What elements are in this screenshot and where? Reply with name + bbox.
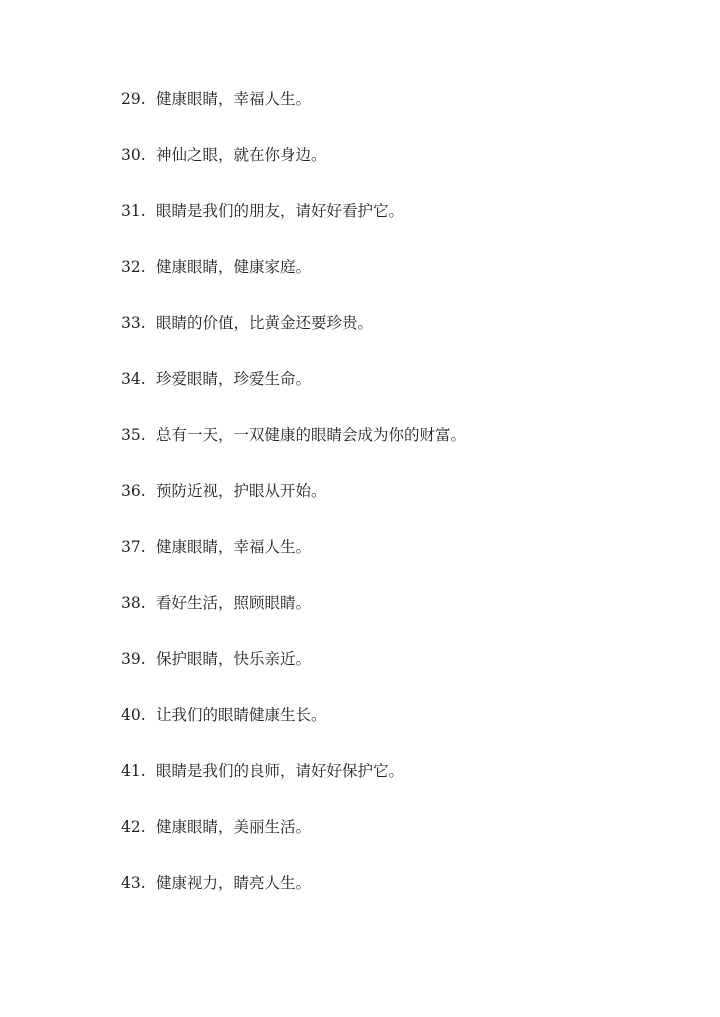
item-text: 珍爱眼睛，珍爱生命。 <box>156 370 312 388</box>
list-item <box>121 142 466 198</box>
list-item <box>121 534 466 590</box>
list-item <box>121 310 466 366</box>
item-number: 38. <box>121 594 146 612</box>
item-number: 29. <box>121 90 146 108</box>
item-text: 总有一天，一双健康的眼睛会成为你的财富。 <box>156 426 467 444</box>
list-item <box>121 758 466 814</box>
item-number: 39. <box>121 650 146 668</box>
slogan-list <box>121 86 466 926</box>
item-text: 健康眼睛，美丽生活。 <box>156 818 312 836</box>
item-text: 健康眼睛，幸福人生。 <box>156 90 312 108</box>
list-item <box>121 198 466 254</box>
list-item <box>121 254 466 310</box>
item-number: 37. <box>121 538 146 556</box>
list-item <box>121 870 466 926</box>
item-text: 健康眼睛，幸福人生。 <box>156 538 312 556</box>
list-item <box>121 702 466 758</box>
item-text: 预防近视，护眼从开始。 <box>156 482 327 500</box>
item-number: 35. <box>121 426 146 444</box>
list-item <box>121 366 466 422</box>
item-text: 让我们的眼睛健康生长。 <box>156 706 327 724</box>
item-number: 32. <box>121 258 146 276</box>
item-number: 42. <box>121 818 146 836</box>
list-item <box>121 422 466 478</box>
list-item <box>121 814 466 870</box>
item-number: 36. <box>121 482 146 500</box>
item-text: 眼睛的价值，比黄金还要珍贵。 <box>156 314 374 332</box>
item-number: 31. <box>121 202 146 220</box>
item-text: 健康视力，睛亮人生。 <box>156 874 312 892</box>
list-item <box>121 590 466 646</box>
item-number: 33. <box>121 314 146 332</box>
item-text: 保护眼睛，快乐亲近。 <box>156 650 312 668</box>
item-text: 眼睛是我们的朋友，请好好看护它。 <box>156 202 405 220</box>
item-text: 健康眼睛，健康家庭。 <box>156 258 312 276</box>
item-number: 40. <box>121 706 146 724</box>
item-number: 43. <box>121 874 146 892</box>
item-text: 神仙之眼，就在你身边。 <box>156 146 327 164</box>
item-number: 41. <box>121 762 146 780</box>
item-text: 眼睛是我们的良师，请好好保护它。 <box>156 762 405 780</box>
item-number: 30. <box>121 146 146 164</box>
list-item <box>121 646 466 702</box>
item-number: 34. <box>121 370 146 388</box>
list-item <box>121 478 466 534</box>
item-text: 看好生活，照顾眼睛。 <box>156 594 312 612</box>
list-item <box>121 86 466 142</box>
